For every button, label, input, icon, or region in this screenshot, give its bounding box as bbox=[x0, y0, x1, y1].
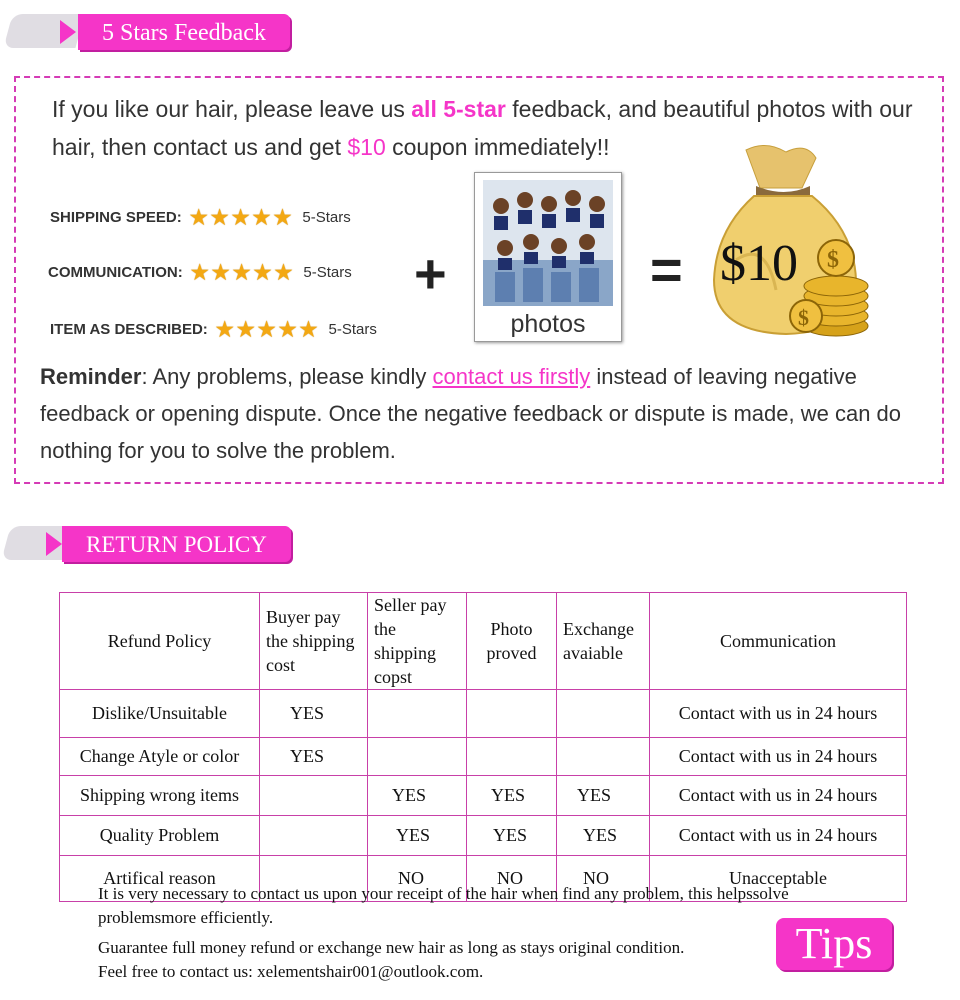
header-exchange: Exchange avaiable bbox=[557, 593, 650, 690]
table-cell: NO bbox=[467, 856, 557, 902]
money-bag-icon bbox=[706, 140, 876, 340]
table-cell: YES bbox=[557, 776, 650, 816]
intro-text-2: feedback, and beautiful photos with our hair, then contact us and get bbox=[52, 96, 913, 160]
note-contact-necessity: It is very necessary to contact us upon your receipt of the hair when find any problem, this helpssolve problemsmore efficiently. bbox=[98, 884, 789, 927]
table-cell: NO bbox=[368, 856, 467, 902]
table-cell: YES bbox=[557, 816, 650, 856]
table-cell bbox=[260, 816, 368, 856]
tips-badge: Tips bbox=[776, 918, 892, 970]
table-cell: YES bbox=[260, 738, 368, 776]
feedback-box bbox=[14, 76, 944, 484]
table-cell bbox=[467, 738, 557, 776]
star-icon: ★ bbox=[231, 207, 250, 229]
rating-label: COMMUNICATION: bbox=[48, 264, 183, 281]
group-photo-icon bbox=[483, 180, 613, 306]
svg-text:$: $ bbox=[798, 305, 809, 330]
star-icon: ★ bbox=[257, 319, 276, 341]
rating-row-communication bbox=[48, 260, 352, 285]
star-icon: ★ bbox=[189, 207, 208, 229]
table-cell: Quality Problem bbox=[60, 816, 260, 856]
table-header-row bbox=[60, 593, 907, 690]
rating-value: 5-Stars bbox=[303, 264, 352, 281]
star-icon: ★ bbox=[253, 262, 272, 284]
intro-coupon: $10 bbox=[347, 134, 386, 160]
table-row bbox=[60, 738, 907, 776]
reward-amount: $10 bbox=[720, 235, 798, 292]
customer-photo bbox=[474, 172, 622, 342]
table-cell: Unacceptable bbox=[650, 856, 907, 902]
header-seller-pay: Seller pay the shipping copst bbox=[368, 593, 467, 690]
table-cell: YES bbox=[260, 690, 368, 738]
star-icon: ★ bbox=[299, 319, 318, 341]
intro-highlight: all 5-star bbox=[411, 96, 506, 122]
star-icon: ★ bbox=[274, 262, 293, 284]
table-cell: Contact with us in 24 hours bbox=[650, 690, 907, 738]
group-photo-image bbox=[483, 180, 613, 306]
table-cell bbox=[557, 690, 650, 738]
table-cell: Contact with us in 24 hours bbox=[650, 738, 907, 776]
table-cell: Contact with us in 24 hours bbox=[650, 776, 907, 816]
star-icon: ★ bbox=[215, 319, 234, 341]
header-communication: Communication bbox=[650, 593, 907, 690]
policy-notes bbox=[98, 882, 818, 990]
star-icon: ★ bbox=[278, 319, 297, 341]
intro-text-3: coupon immediately!! bbox=[385, 134, 610, 160]
table-row bbox=[60, 776, 907, 816]
star-icon: ★ bbox=[273, 207, 292, 229]
feedback-banner bbox=[8, 14, 308, 50]
note-contact-email: Feel free to contact us: xelementshair001@outlook.com. bbox=[98, 962, 484, 981]
rating-value: 5-Stars bbox=[302, 209, 351, 226]
table-cell: YES bbox=[467, 816, 557, 856]
table-cell: Contact with us in 24 hours bbox=[650, 816, 907, 856]
return-policy-title: RETURN POLICY bbox=[62, 526, 291, 562]
contact-us-link[interactable]: contact us firstly bbox=[432, 364, 591, 389]
rating-label: SHIPPING SPEED: bbox=[50, 209, 182, 226]
table-row bbox=[60, 816, 907, 856]
star-rating bbox=[190, 205, 295, 230]
return-policy-table bbox=[59, 592, 907, 902]
star-icon: ★ bbox=[190, 262, 209, 284]
rating-label: ITEM AS DESCRIBED: bbox=[50, 321, 208, 338]
table-row bbox=[60, 690, 907, 738]
svg-text:$: $ bbox=[827, 247, 839, 273]
star-rating bbox=[191, 260, 296, 285]
table-cell: Shipping wrong items bbox=[60, 776, 260, 816]
star-icon: ★ bbox=[211, 262, 230, 284]
table-cell: Change Atyle or color bbox=[60, 738, 260, 776]
star-icon: ★ bbox=[232, 262, 251, 284]
note-guarantee: Guarantee full money refund or exchange new hair as long as stays original condition. bbox=[98, 938, 685, 957]
reminder-label: Reminder bbox=[40, 364, 142, 389]
reminder-text-2: instead of leaving negative feedback or opening dispute. Once the negative feedback or dispute is made, we can do nothing for you to solve the problem. bbox=[40, 364, 902, 463]
star-icon: ★ bbox=[236, 319, 255, 341]
table-cell bbox=[260, 776, 368, 816]
reminder-text bbox=[40, 358, 920, 469]
header-buyer-pay: Buyer pay the shipping cost bbox=[260, 593, 368, 690]
header-refund-policy: Refund Policy bbox=[60, 593, 260, 690]
table-cell: Artifical reason bbox=[60, 856, 260, 902]
table-cell bbox=[557, 738, 650, 776]
rating-row-shipping bbox=[50, 205, 351, 230]
table-cell: YES bbox=[368, 776, 467, 816]
star-rating bbox=[216, 317, 321, 342]
table-cell bbox=[368, 690, 467, 738]
header-photo-proved: Photo proved bbox=[467, 593, 557, 690]
banner-arrow-icon bbox=[46, 532, 62, 556]
star-icon: ★ bbox=[252, 207, 271, 229]
return-policy-banner bbox=[6, 526, 306, 562]
table-cell: YES bbox=[368, 816, 467, 856]
table-cell: YES bbox=[467, 776, 557, 816]
table-cell bbox=[368, 738, 467, 776]
equals-sign: = bbox=[650, 238, 683, 301]
star-icon: ★ bbox=[210, 207, 229, 229]
photos-caption: photos bbox=[510, 310, 586, 338]
banner-arrow-icon bbox=[60, 20, 76, 44]
intro-text-1: If you like our hair, please leave us bbox=[52, 96, 412, 122]
feedback-banner-title: 5 Stars Feedback bbox=[78, 14, 290, 50]
rating-row-item-described bbox=[50, 317, 377, 342]
rating-value: 5-Stars bbox=[328, 321, 377, 338]
plus-sign: + bbox=[414, 242, 447, 305]
table-cell bbox=[467, 690, 557, 738]
table-cell: NO bbox=[557, 856, 650, 902]
reminder-text-1: : Any problems, please kindly bbox=[141, 364, 433, 389]
table-cell: Dislike/Unsuitable bbox=[60, 690, 260, 738]
